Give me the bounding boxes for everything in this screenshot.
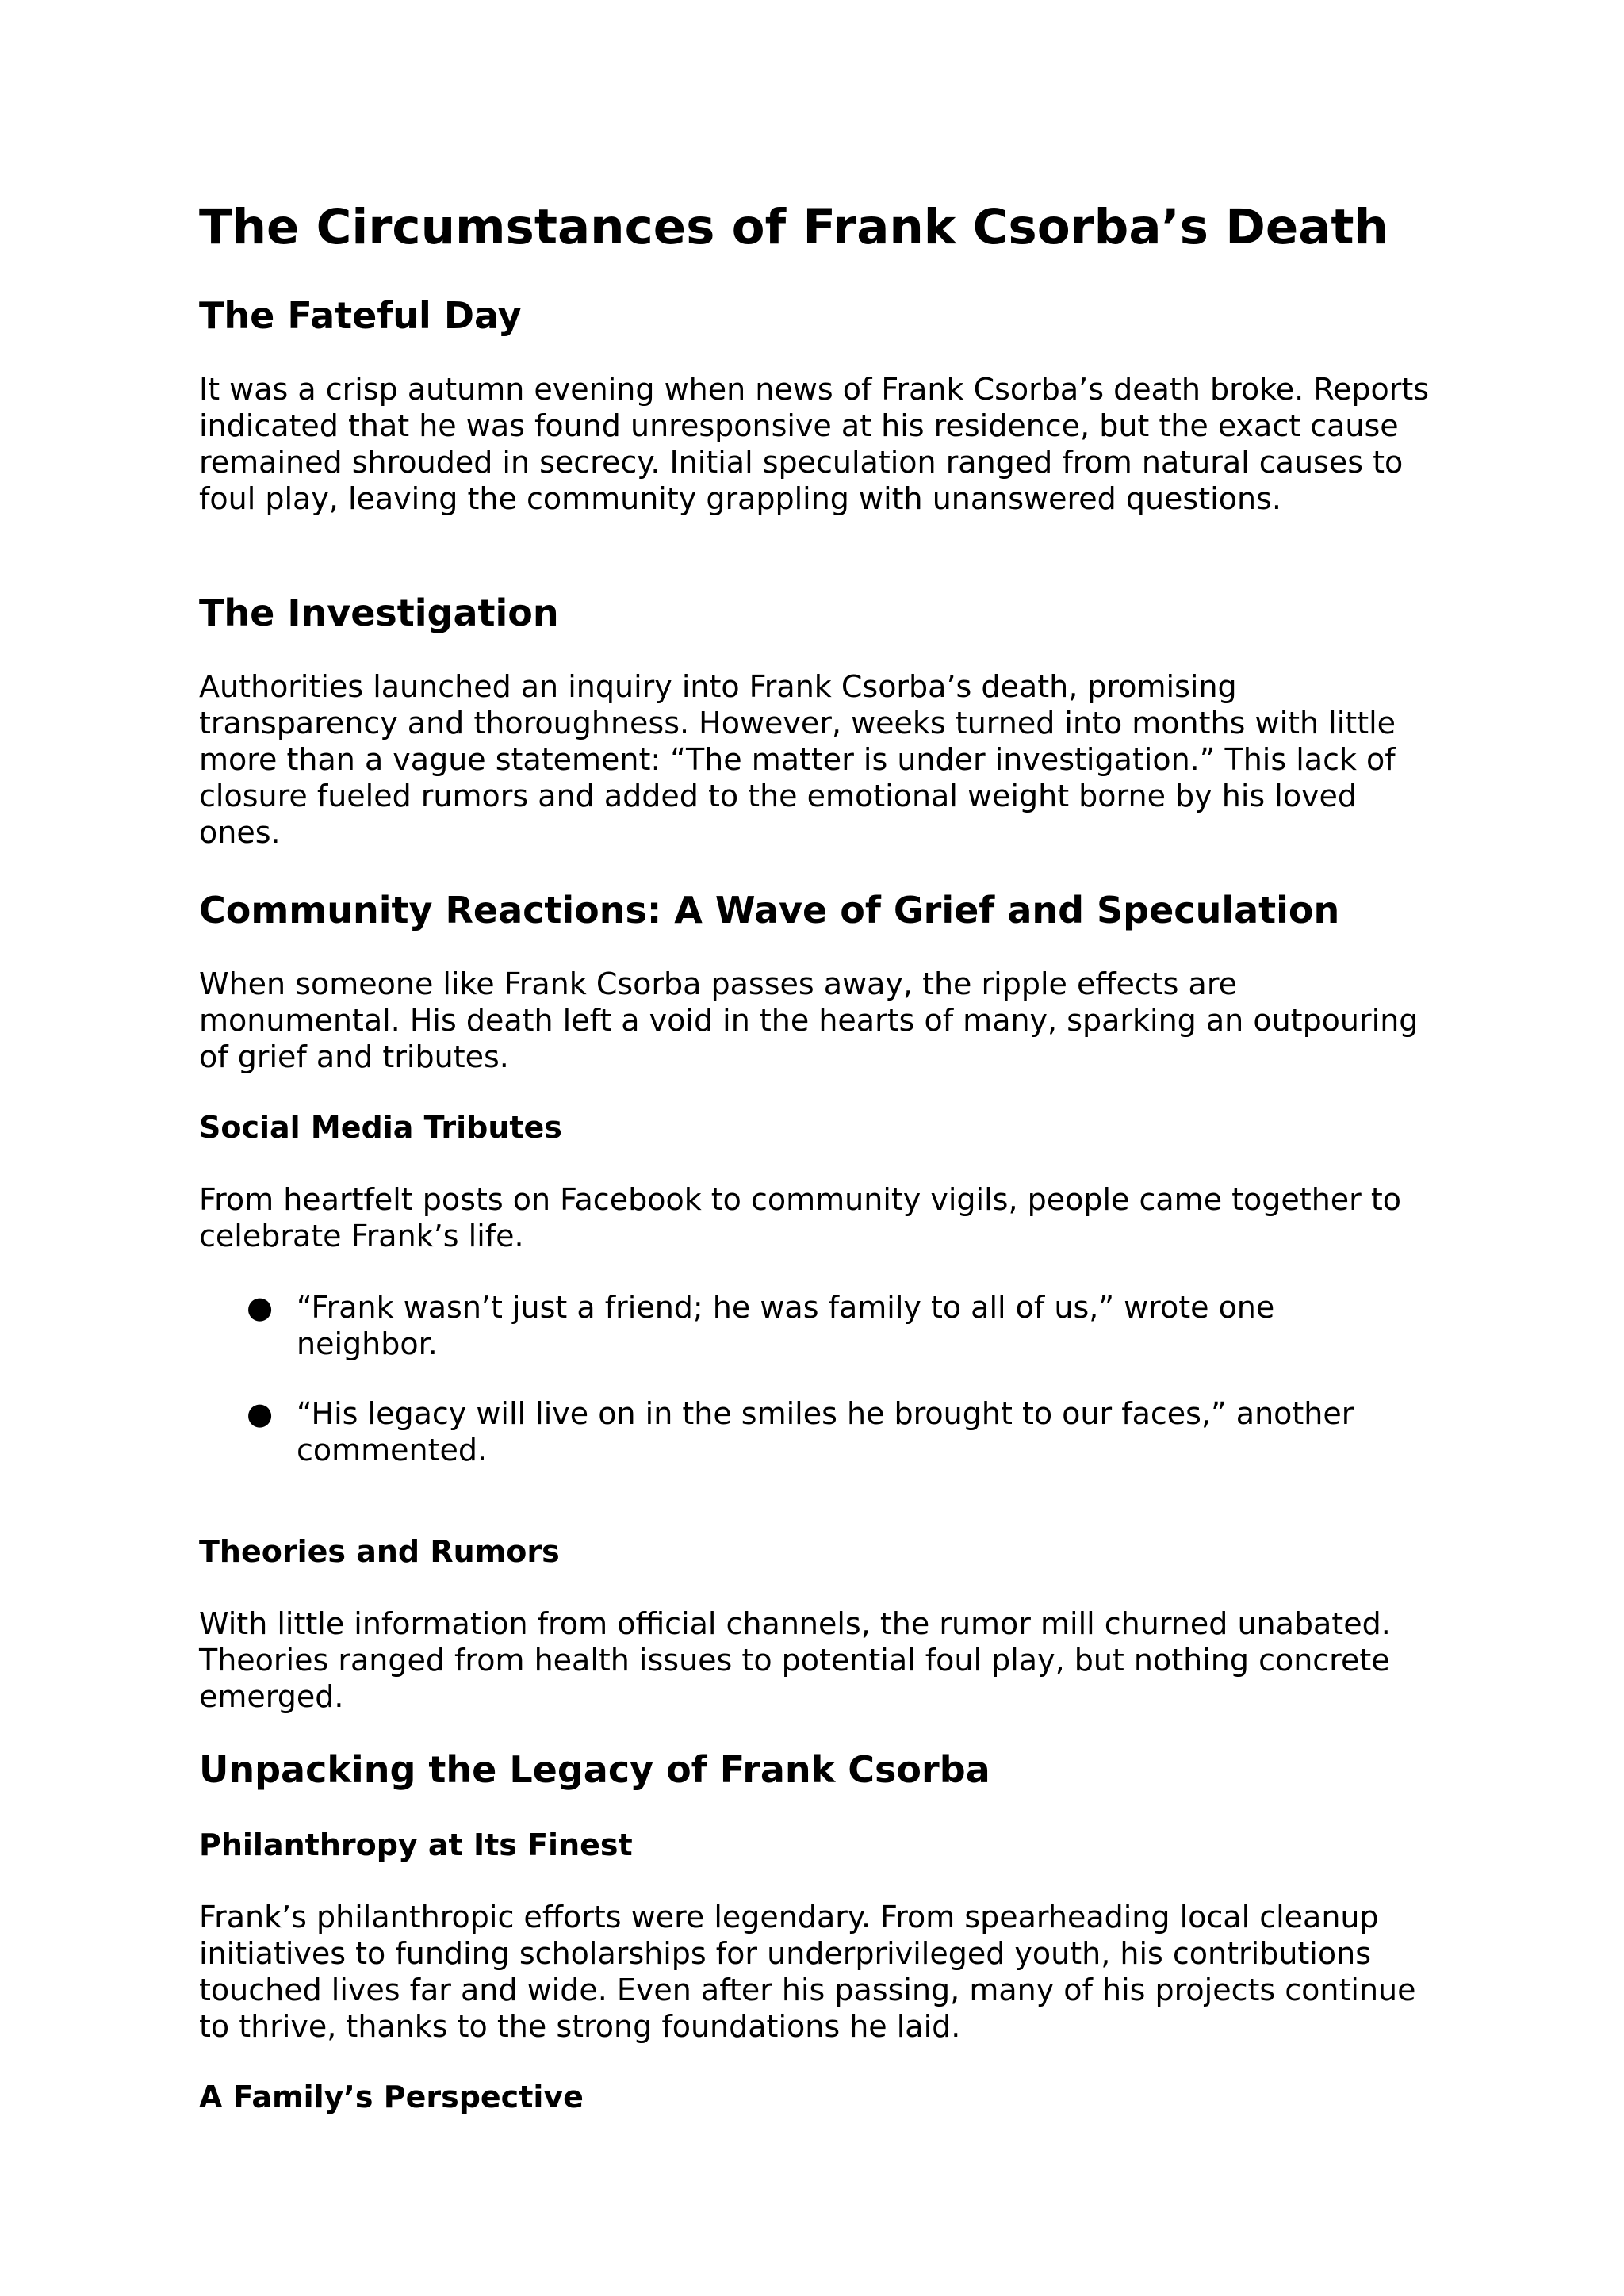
- heading-community-reactions: Community Reactions: A Wave of Grief and Speculation: [199, 889, 1340, 932]
- heading-investigation: The Investigation: [199, 591, 559, 634]
- paragraph-investigation: Authorities launched an inquiry into Frank Csorba’s death, promising transparency and thoroughness. However, weeks turned into months with little more than a vague statement: “The matter is under investigation.” This lack of closure fueled rumors and added to the emotional weight borne by his loved ones.: [199, 669, 1396, 850]
- tribute-quote-list: [199, 1289, 1436, 1468]
- page-title: The Circumstances of Frank Csorba’s Death: [199, 199, 1388, 255]
- heading-social-media-tributes: Social Media Tributes: [199, 1110, 562, 1145]
- heading-family-perspective: A Family’s Perspective: [199, 2080, 584, 2114]
- heading-philanthropy: Philanthropy at Its Finest: [199, 1827, 633, 1862]
- bullet-icon: ●: [247, 1396, 274, 1431]
- heading-legacy: Unpacking the Legacy of Frank Csorba: [199, 1748, 990, 1791]
- list-item: [199, 1289, 1367, 1362]
- bullet-icon: ●: [247, 1290, 274, 1325]
- tribute-quote: “His legacy will live on in the smiles he brought to our faces,” another commented.: [297, 1396, 1354, 1468]
- paragraph-theories-and-rumors: With little information from official channels, the rumor mill churned unabated. Theories ranged from health issues to potential foul play, but nothing concrete emerged.: [199, 1606, 1391, 1714]
- heading-theories-and-rumors: Theories and Rumors: [199, 1534, 560, 1569]
- paragraph-fateful-day: It was a crisp autumn evening when news of Frank Csorba’s death broke. Reports indicated that he was found unresponsive at his residence, but the exact cause remained shrouded in secrecy. Initial speculation ranged from natural causes to foul play, leaving the community grappling with unanswered questions.: [199, 372, 1430, 516]
- tribute-quote: “Frank wasn’t just a friend; he was family to all of us,” wrote one neighbor.: [297, 1290, 1275, 1361]
- paragraph-social-media-tributes: From heartfelt posts on Facebook to community vigils, people came together to celebrate Frank’s life.: [199, 1182, 1402, 1253]
- heading-fateful-day: The Fateful Day: [199, 294, 522, 337]
- paragraph-philanthropy: Frank’s philanthropic efforts were legendary. From spearheading local cleanup initiatives to funding scholarships for underprivileged youth, his contributions touched lives far and wide. Even after his passing, many of his projects continue to thrive, thanks to the strong foundations he laid.: [199, 1900, 1416, 2044]
- paragraph-community-reactions: When someone like Frank Csorba passes away, the ripple effects are monumental. His death left a void in the hearts of many, sparking an outpouring of grief and tributes.: [199, 966, 1419, 1074]
- list-item: [199, 1395, 1367, 1468]
